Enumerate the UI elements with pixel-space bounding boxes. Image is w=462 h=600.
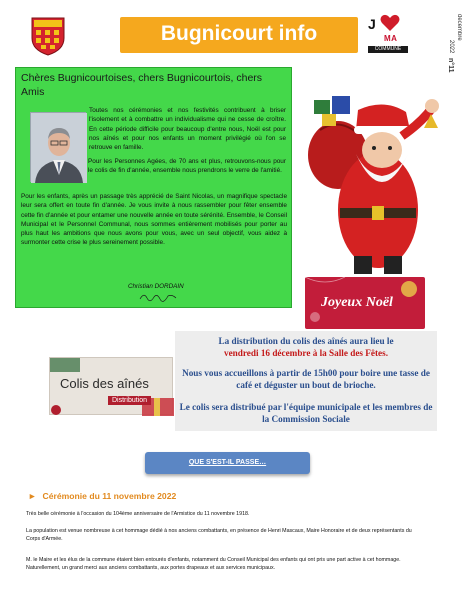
mayor-editorial bbox=[15, 67, 292, 308]
editorial-paragraph-1: Toutes nos cérémonies et nos festivités contribuent à briser l'isolement et à combattre un individualisme qui ne cesse de croître. En cette période difficile pour beaucoup d'entre nous, Noël est pour nos aînés et pour nos enfants un moment privilégié où l'on se retrouve en famille. bbox=[89, 107, 286, 152]
reception-time-text: Nous vous accueillons à partir de 15h00 pour boire une tasse de café et déguster un bout de brioche. bbox=[182, 368, 430, 390]
section-button-que-s-est-il-passe[interactable]: QUE S'EST-IL PASSE… bbox=[145, 452, 310, 474]
editorial-paragraph-2: Pour les Personnes Agées, de 70 ans et plus, retrouvons-nous pour le colis de fin d'année, ensemble nous prendrons le verre de l'amitié. bbox=[88, 158, 286, 175]
distribution-date-text: La distribution du colis des aînés aura lieu le vendredi 16 décembre à la Salle des Fêtes. bbox=[218, 336, 394, 358]
issue-month: décembre bbox=[456, 14, 462, 41]
j-aime-ma-commune-logo: J MA COMMUNE bbox=[364, 14, 412, 56]
newsletter-title: Bugnicourt info bbox=[160, 22, 318, 45]
mayor-photo bbox=[30, 112, 86, 182]
distribution-team-text: Le colis sera distribué par l'équipe municipale et les membres de la Commission Sociale bbox=[179, 402, 433, 424]
arrow-right-icon: ► bbox=[28, 491, 37, 501]
colis-distribution-info bbox=[175, 331, 437, 431]
issue-year: 2022 bbox=[448, 40, 454, 54]
ceremony-heading: ► Cérémonie du 11 novembre 2022 bbox=[28, 491, 177, 501]
handwritten-signature bbox=[138, 290, 178, 304]
heart-icon bbox=[380, 14, 400, 32]
joyeux-noel-image bbox=[305, 277, 425, 329]
issue-date bbox=[432, 14, 462, 73]
colis-banner-title: Colis des aînés bbox=[60, 376, 149, 391]
editorial-heading: Chères Bugnicourtoises, chers Bugnicourtois, chers Amis bbox=[21, 72, 263, 98]
issue-number: n°11 bbox=[447, 58, 454, 73]
signature-name: Christian DORDAIN bbox=[128, 283, 184, 290]
ceremony-paragraph-3: M. le Maire et les élus de la commune étaient bien entourés d'enfants, notamment du Conseil Municipal des enfants qui ont pris une part active à cet hommage. Naturellement, un grand merci aux anciens combattants, aux portes drapeaux et aux services municipaux. bbox=[26, 557, 401, 572]
ceremony-paragraph-2: La population est venue nombreuse à cet hommage dédié à nos anciens combattants, en présence de Henri Mascaux, Maire Honoraire et de deux représentants du Corps d'Armée. bbox=[26, 528, 412, 543]
editorial-paragraph-3: Pour les enfants, après un passage très apprécié de Saint Nicolas, un magnifique spectacle leur sera offert en toute fin d'année. Je vous invite à nous rassembler pour fêter ensemble cette fin d'année et pour entamer une nouvelle année en toute sérénité. Ensemble, le Conseil Municipal et le Personnel Communal, nous sommes entièrement mobilisés pour porter au plus haut les ambitions que nous avons pour vous, avec un seul objectif, vous aidez à surmonter cette crise le plus sereinement possible. bbox=[21, 193, 287, 247]
colis-banner-subtitle: Distribution bbox=[108, 396, 151, 405]
masthead bbox=[24, 14, 462, 73]
title-banner bbox=[120, 17, 358, 53]
joyeux-noel-text: Joyeux Noël bbox=[321, 295, 393, 310]
santa-claus-illustration bbox=[298, 70, 442, 276]
town-crest-icon bbox=[30, 16, 66, 56]
colis-des-aines-banner bbox=[49, 357, 173, 415]
ceremony-paragraph-1: Très belle cérémonie à l'occasion du 104ème anniversaire de l'Armistice du 11 novembre 1918. bbox=[26, 511, 250, 517]
portrait-image bbox=[31, 113, 87, 183]
